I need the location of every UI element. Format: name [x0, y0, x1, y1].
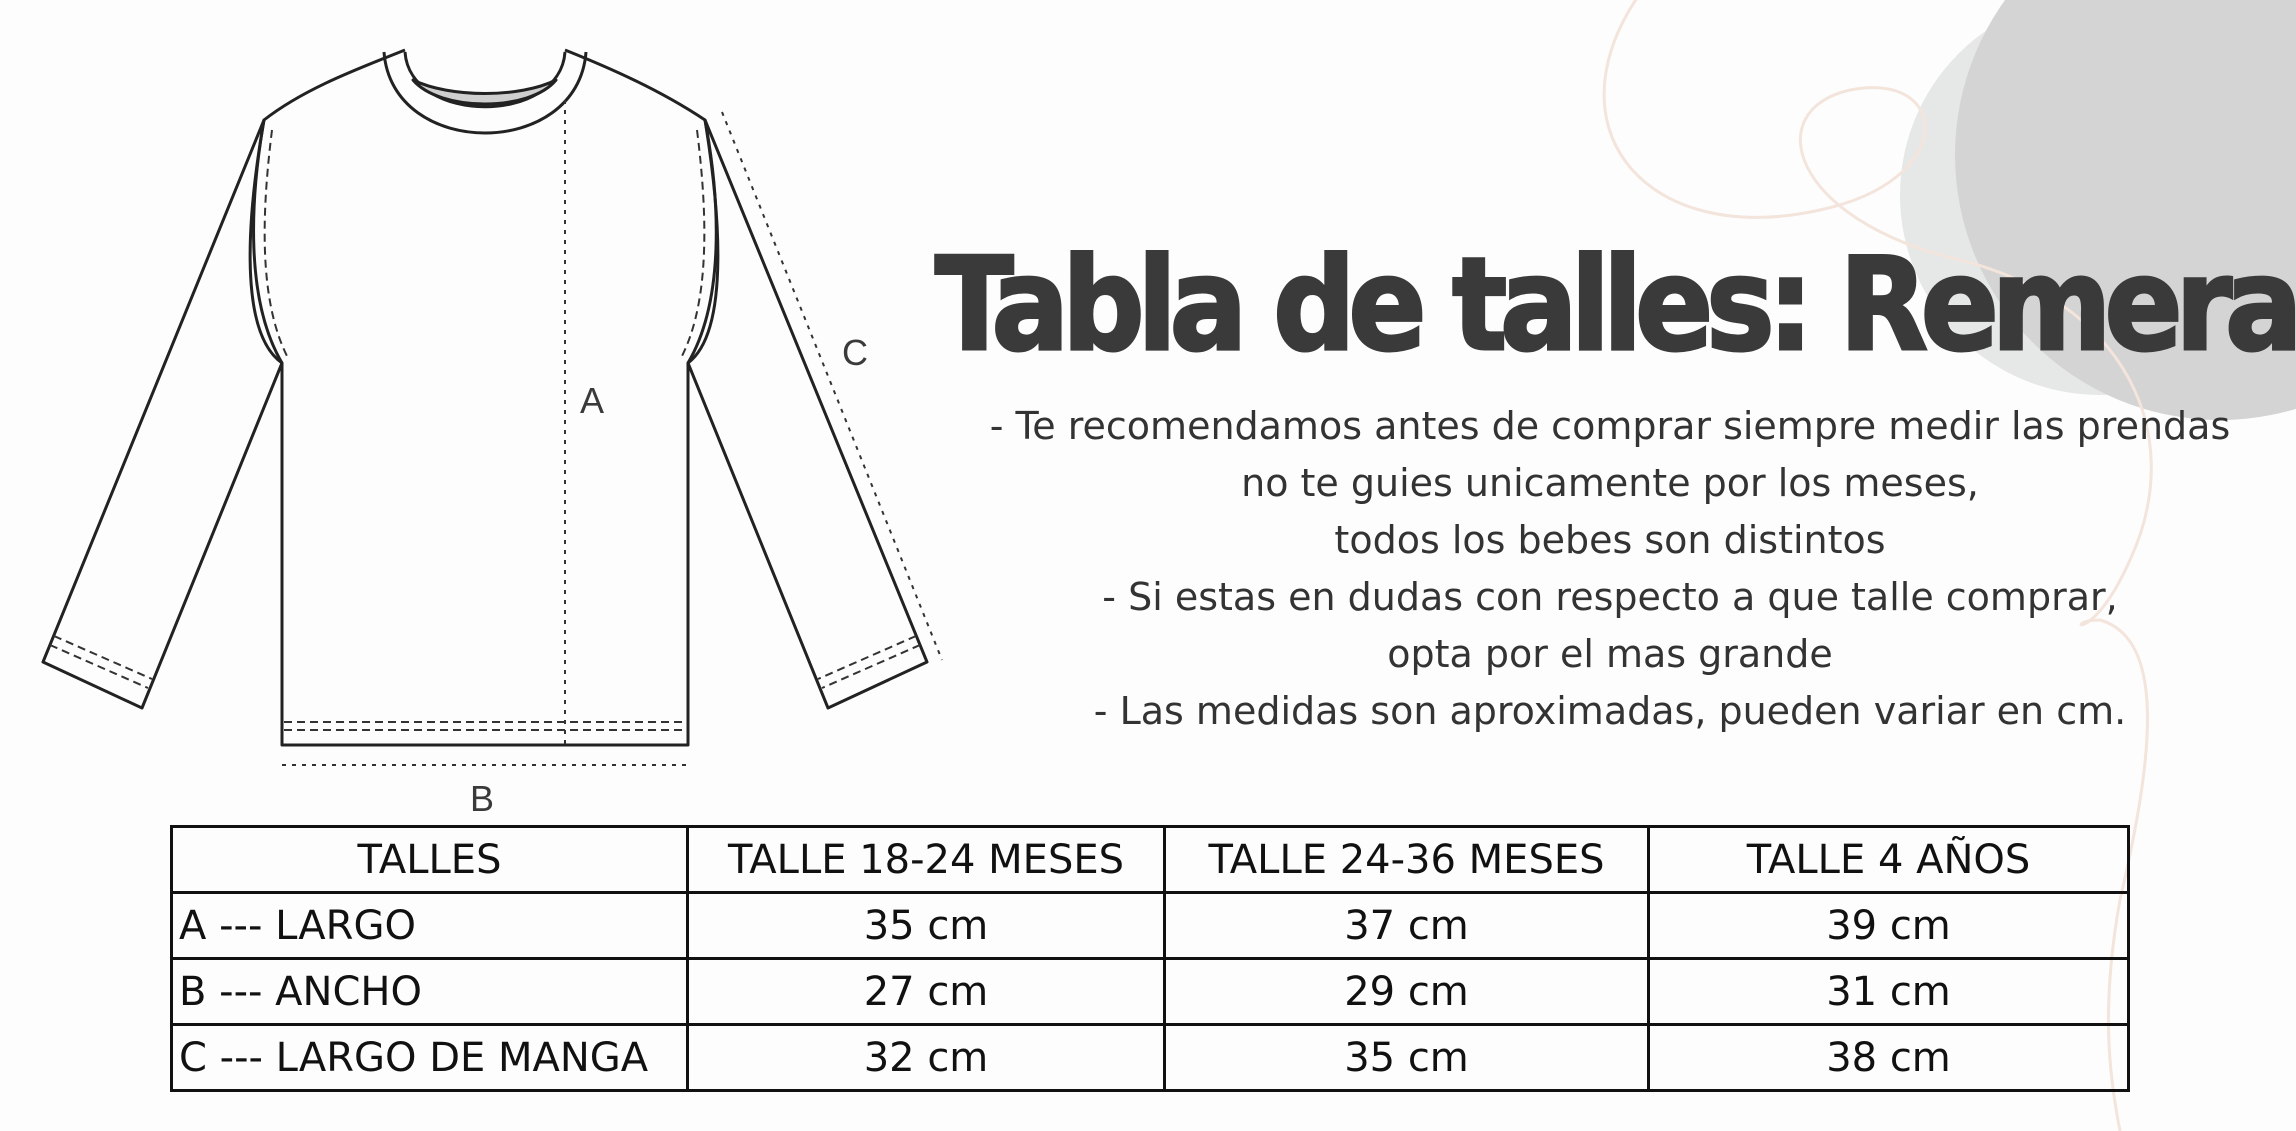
collar-back [413, 80, 556, 104]
right-armhole-stitch [681, 130, 704, 358]
table-row [172, 959, 2129, 1025]
table-cell: 32 cm [688, 1025, 1165, 1091]
dimension-label-a: A [580, 380, 605, 421]
table-row [172, 1025, 2129, 1091]
note-line: - Te recomendamos antes de comprar siempre medir las prendas [989, 404, 2231, 448]
table-header: TALLE 4 AÑOS [1649, 827, 2129, 893]
table-cell: 37 cm [1165, 893, 1649, 959]
dimension-label-b: B [470, 778, 495, 819]
table-cell: 29 cm [1165, 959, 1649, 1025]
table-header: TALLE 18-24 MESES [688, 827, 1165, 893]
size-table [170, 825, 2130, 1092]
page-title: Tabla de talles: Remera [935, 231, 2296, 380]
right-cuff-stitch-1 [822, 645, 920, 688]
table-cell: 38 cm [1649, 1025, 2129, 1091]
note-line: no te guies unicamente por los meses, [1241, 461, 1979, 505]
measure-line-c [722, 112, 942, 660]
table-header: TALLE 24-36 MESES [1165, 827, 1649, 893]
row-label: C --- LARGO DE MANGA [172, 1025, 688, 1091]
note-line: - Las medidas son aproximadas, pueden variar en cm. [1093, 689, 2127, 733]
table-header: TALLES [172, 827, 688, 893]
note-line: todos los bebes son distintos [1334, 518, 1886, 562]
left-armhole-stitch [265, 130, 288, 358]
left-sleeve-outline [43, 120, 282, 708]
note-line: - Si estas en dudas con respecto a que talle comprar, [1102, 575, 2118, 619]
table-header-row [172, 827, 2129, 893]
table-cell: 35 cm [1165, 1025, 1649, 1091]
table-row [172, 893, 2129, 959]
table-cell: 31 cm [1649, 959, 2129, 1025]
row-label: A --- LARGO [172, 893, 688, 959]
dimension-label-c: C [842, 332, 868, 373]
shirt-diagram [0, 0, 980, 830]
row-label: B --- ANCHO [172, 959, 688, 1025]
note-line: opta por el mas grande [1387, 632, 1833, 676]
table-cell: 35 cm [688, 893, 1165, 959]
right-sleeve-outline [688, 120, 927, 708]
table-cell: 39 cm [1649, 893, 2129, 959]
left-cuff-stitch-1 [50, 645, 148, 688]
recommendation-notes [960, 398, 2260, 740]
shirt-body-outline [250, 50, 718, 745]
table-cell: 27 cm [688, 959, 1165, 1025]
